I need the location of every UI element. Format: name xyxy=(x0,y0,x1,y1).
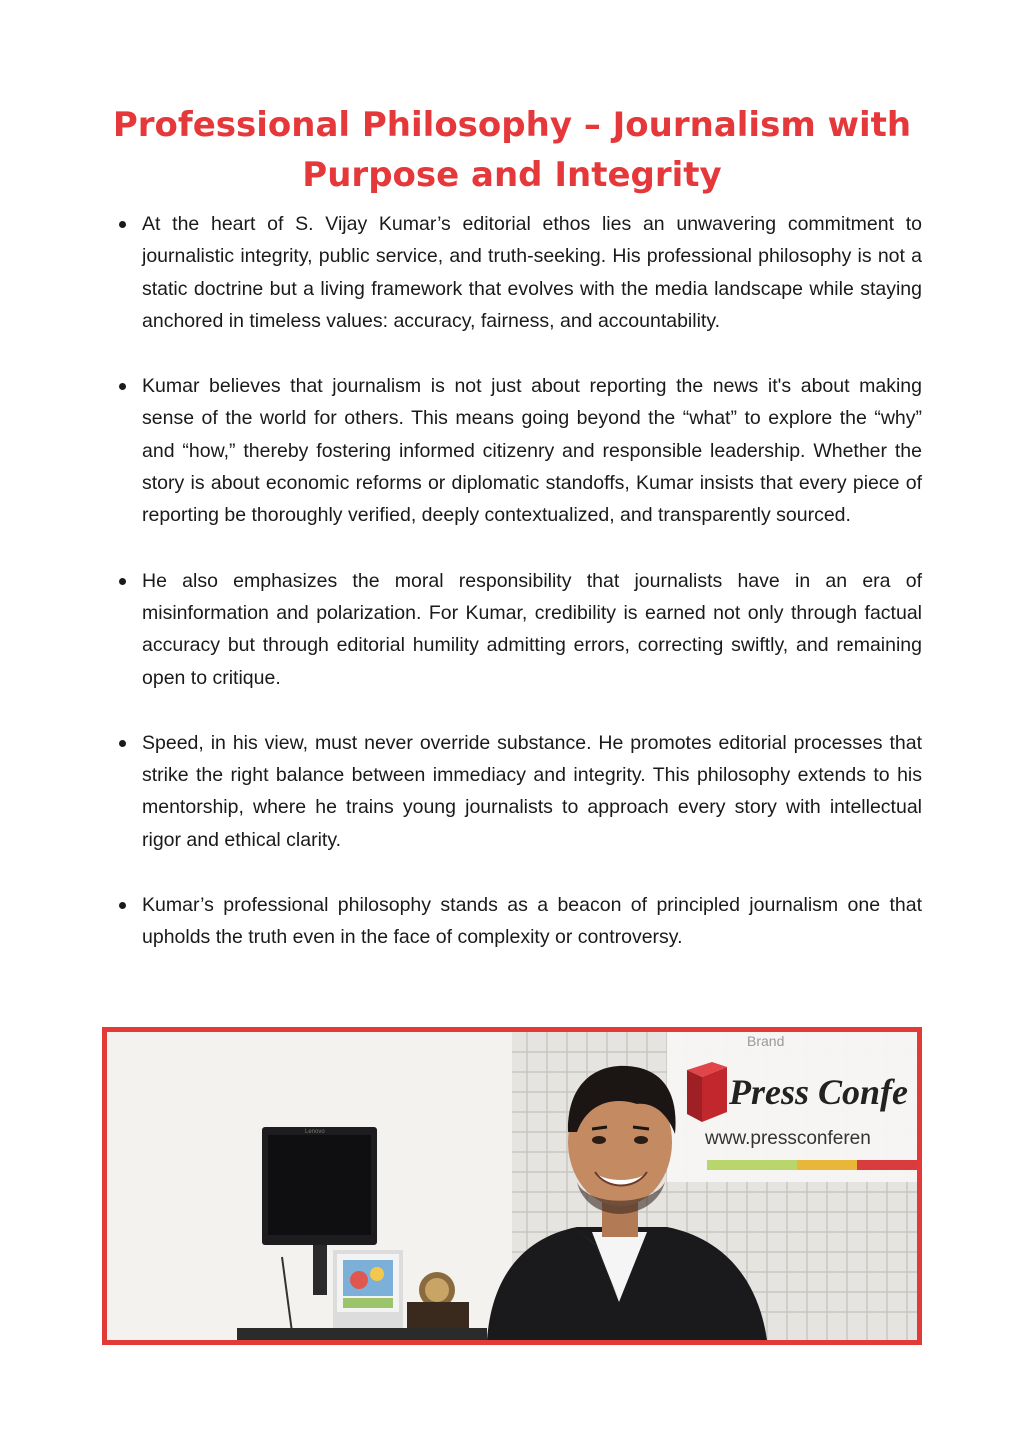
svg-text:Lenovo: Lenovo xyxy=(305,1129,325,1135)
portrait-illustration xyxy=(107,1032,917,1340)
desk-calendar xyxy=(333,1250,403,1330)
bullet-item-2: Kumar believes that journalism is not just about reporting the news it's about making sense of the world for others. This means going beyond the “what” to explore the “why” and “how,” thereby fostering informed citizenry and responsible leadership. Whether the story is about economic reforms or diplomatic standoffs, Kumar insists that every piece of reporting be thoroughly verified, deeply contextualized, and transparently sourced. xyxy=(112,370,922,531)
bullet-item-1: At the heart of S. Vijay Kumar’s editorial ethos lies an unwavering commitment to journalistic integrity, public service, and truth-seeking. His professional philosophy is not a static doctrine but a living framework that evolves with the media landscape while staying anchored in timeless values: accuracy, fairness, and accountability. xyxy=(112,208,922,337)
page-title: Professional Philosophy – Journalism with Purpose and Integrity xyxy=(112,105,912,195)
bullet-item-4: Speed, in his view, must never override substance. He promotes editorial processes that strike the right balance between immediacy and integrity. This philosophy extends to his mentorship, where he trains young journalists to approach every story with intellectual rigor and ethical clarity. xyxy=(112,727,922,856)
portrait-photo xyxy=(102,1027,922,1345)
svg-text:Press Confe: Press Confe xyxy=(729,1072,908,1112)
bullet-item-3: He also emphasizes the moral responsibility that journalists have in an era of misinformation and polarization. For Kumar, credibility is earned not only through factual accuracy but through editorial humility admitting errors, correcting swiftly, and remaining open to critique. xyxy=(112,565,922,694)
bullet-list xyxy=(112,208,922,987)
svg-text:www.pressconferen: www.pressconferen xyxy=(705,1128,871,1149)
press-conference-banner xyxy=(667,1032,917,1182)
svg-text:Brand: Brand xyxy=(747,1033,785,1049)
bullet-item-5: Kumar’s professional philosophy stands as a beacon of principled journalism one that upholds the truth even in the face of complexity or controversy. xyxy=(112,889,922,954)
